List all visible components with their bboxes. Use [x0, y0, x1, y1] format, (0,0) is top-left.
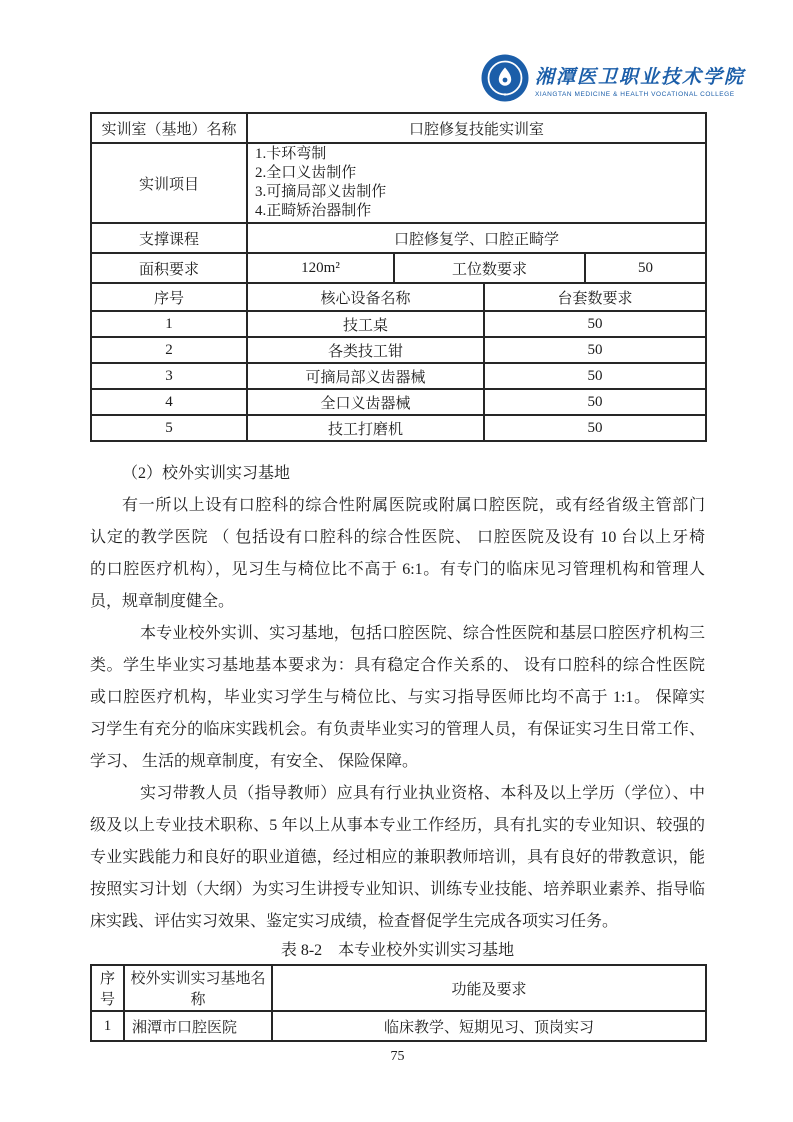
room-label-cell: 实训室（基地）名称	[91, 113, 247, 143]
equip-no-cell: 1	[91, 311, 247, 337]
courses-value-cell: 口腔修复学、口腔正畸学	[247, 223, 706, 253]
equip-name-cell: 各类技工钳	[247, 337, 484, 363]
equip-name-cell: 技工打磨机	[247, 415, 484, 441]
table-row	[91, 143, 706, 223]
paragraph-line: 有一所以上设有口腔科的综合性附属医院或附属口腔医院，或有经省级主管部门	[122, 497, 705, 514]
equip-no-cell: 4	[91, 389, 247, 415]
base-func-cell: 临床教学、短期见习、顶岗实习	[272, 1011, 706, 1041]
table-caption: 表 8-2 本专业校外实训实习基地	[280, 942, 515, 959]
stations-value-cell: 50	[585, 253, 706, 283]
projects-label-cell: 实训项目	[91, 143, 247, 223]
project-item: 1.卡环弯制	[255, 146, 327, 162]
equip-count-cell: 50	[484, 415, 706, 441]
table-row	[91, 363, 706, 389]
projects-list-cell	[247, 143, 706, 223]
base-name-cell: 湘潭市口腔医院	[124, 1011, 272, 1041]
area-value-cell: 120m²	[247, 253, 394, 283]
equip-count-cell: 50	[484, 337, 706, 363]
equip-name-cell: 技工桌	[247, 311, 484, 337]
paragraph-line: 员，规章制度健全。	[90, 593, 235, 610]
base-no-cell: 1	[91, 1011, 124, 1041]
table-row	[91, 113, 706, 143]
paragraph-line: 实习带教人员（指导教师）应具有行业执业资格、本科及以上学历（学位）、中	[140, 785, 705, 802]
equip-name-cell: 全口义齿器械	[247, 389, 484, 415]
page-number: 75	[390, 1049, 405, 1064]
table-row	[91, 337, 706, 363]
college-emblem-icon	[481, 54, 529, 102]
stations-label-cell: 工位数要求	[394, 253, 585, 283]
equip-no-header-cell: 序号	[91, 283, 247, 311]
paragraph-line: 床实践、评估实习效果、鉴定实习成绩，检查督促学生完成各项实习任务。	[90, 913, 619, 930]
facility-requirements-table	[90, 112, 707, 442]
equip-count-cell: 50	[484, 311, 706, 337]
paragraph-line: 类。学生毕业实习基地基本要求为：具有稳定合作关系的、 设有口腔科的综合性医院	[90, 657, 705, 674]
equip-name-header-cell: 核心设备名称	[247, 283, 484, 311]
room-name-cell: 口腔修复技能实训室	[247, 113, 706, 143]
project-item: 3.可摘局部义齿制作	[255, 184, 387, 200]
paragraph-line: 或口腔医疗机构，毕业实习学生与椅位比、与实习指导医师比均不高于 1:1。 保障实	[90, 689, 705, 706]
table-row	[91, 311, 706, 337]
table-row	[91, 415, 706, 441]
equip-no-cell: 5	[91, 415, 247, 441]
table-row	[91, 1011, 706, 1041]
table-header-row	[91, 965, 706, 1011]
equip-count-cell: 50	[484, 389, 706, 415]
base-func-header-cell: 功能及要求	[272, 965, 706, 1011]
table-row	[91, 389, 706, 415]
project-item: 4.正畸矫治器制作	[255, 203, 372, 219]
paragraph-line: 习学生有充分的临床实践机会。有负责毕业实习的管理人员，有保证实习生日常工作、	[90, 721, 705, 738]
body-text	[90, 458, 705, 938]
equip-count-cell: 50	[484, 363, 706, 389]
area-label-cell: 面积要求	[91, 253, 247, 283]
college-name-en: XIANGTAN MEDICINE & HEALTH VOCATIONAL COLLEGE	[534, 91, 735, 98]
college-logo	[481, 54, 745, 102]
equip-no-cell: 3	[91, 363, 247, 389]
table-row	[91, 223, 706, 253]
equip-name-cell: 可摘局部义齿器械	[247, 363, 484, 389]
paragraph-line: 专业实践能力和良好的职业道德，经过相应的兼职教师培训，具有良好的带教意识，能	[90, 849, 705, 866]
base-no-header-cell: 序号	[91, 965, 124, 1011]
college-name-zh: 湘潭医卫职业技术学院	[534, 67, 745, 88]
college-name-block	[535, 54, 745, 98]
paragraph-line: 本专业校外实训、实习基地，包括口腔医院、综合性医院和基层口腔医疗机构三	[140, 625, 705, 642]
project-item: 2.全口义齿制作	[255, 165, 357, 181]
base-name-header-cell: 校外实训实习基地名称	[124, 965, 272, 1011]
paragraph-line: 认定的教学医院 （ 包括设有口腔科的综合性医院、 口腔医院及设有 10 台以上牙椅	[90, 529, 705, 546]
paragraph-line: 的口腔医疗机构），见习生与椅位比不高于 6:1。有专门的临床见习管理机构和管理人	[90, 561, 705, 578]
external-bases-table	[90, 964, 707, 1042]
page-content	[90, 112, 705, 1065]
courses-label-cell: 支撑课程	[91, 223, 247, 253]
table-header-row	[91, 283, 706, 311]
table-row	[91, 253, 706, 283]
equip-count-header-cell: 台套数要求	[484, 283, 706, 311]
section-heading: （2）校外实训实习基地	[122, 465, 291, 482]
equip-no-cell: 2	[91, 337, 247, 363]
paragraph-line: 学习、 生活的规章制度，有安全、 保险保障。	[90, 753, 419, 770]
paragraph-line: 级及以上专业技术职称、5 年以上从事本专业工作经历，具有扎实的专业知识、较强的	[90, 817, 705, 834]
paragraph-line: 按照实习计划（大纲）为实习生讲授专业知识、训练专业技能、培养职业素养、指导临	[90, 881, 705, 898]
